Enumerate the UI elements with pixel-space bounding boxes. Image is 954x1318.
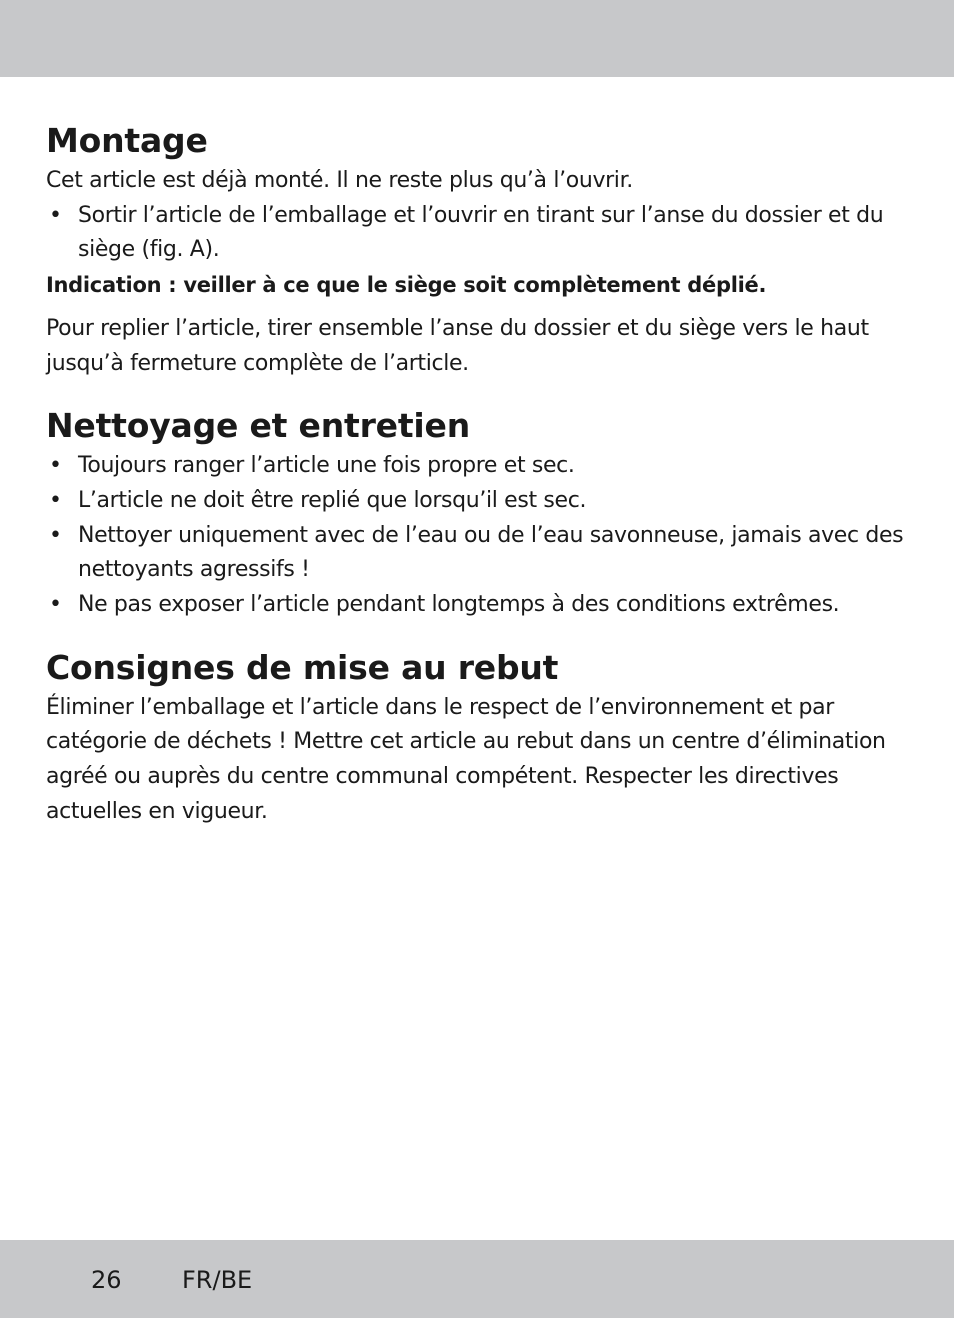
bullet-icon: • (49, 487, 62, 513)
page-number: 26 (91, 1266, 122, 1294)
list-item (46, 199, 916, 268)
locale-label: FR/BE (182, 1266, 253, 1294)
footer-band (0, 1240, 954, 1318)
list-item-text: Nettoyer uniquement avec de l’eau ou de l’eau savonneuse, jamais avec des nettoyants agressifs ! (78, 522, 904, 583)
list-item-text: Sortir l’article de l’emballage et l’ouvrir en tirant sur l’anse du dossier et du siège (fig. A). (78, 202, 884, 263)
bullet-icon: • (49, 202, 62, 228)
list-item (46, 519, 916, 588)
section-title-disposal: Consignes de mise au rebut (46, 647, 559, 687)
list-item-text: Ne pas exposer l’article pendant longtemps à des conditions extrêmes. (78, 592, 840, 618)
section-title-montage: Montage (46, 121, 208, 160)
header-band (0, 0, 954, 77)
list-item (46, 484, 916, 519)
montage-bullet-list (46, 199, 916, 268)
montage-intro: Cet article est déjà monté. Il ne reste plus qu’à l’ouvrir. (46, 168, 633, 193)
montage-indication: Indication : veiller à ce que le siège soit complètement déplié. (46, 273, 767, 298)
page-content (46, 118, 916, 830)
list-item-text: Toujours ranger l’article une fois propre et sec. (78, 453, 575, 479)
list-item (46, 588, 916, 623)
bullet-icon: • (49, 522, 62, 548)
disposal-text: Éliminer l’emballage et l’article dans le respect de l’environnement et par catégorie de déchets ! Mettre cet article au rebut dans un centre d’élimination agréé ou auprès du centre communal compétent. Respecter les directives actuelles en vigueur. (46, 694, 886, 824)
list-item (46, 449, 916, 484)
bullet-icon: • (49, 592, 62, 618)
list-item-text: L’article ne doit être replié que lorsqu’il est sec. (78, 487, 587, 513)
montage-fold-text: Pour replier l’article, tirer ensemble l’anse du dossier et du siège vers le haut jusqu’à fermeture complète de l’article. (46, 315, 869, 376)
bullet-icon: • (49, 453, 62, 479)
cleaning-bullet-list (46, 449, 916, 623)
section-title-cleaning: Nettoyage et entretien (46, 406, 471, 446)
